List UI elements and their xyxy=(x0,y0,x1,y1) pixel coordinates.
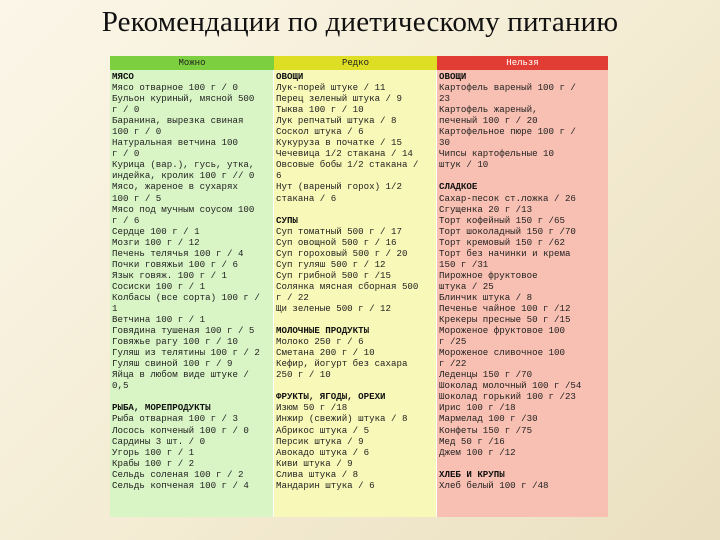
food-item: Изюм 50 г /18 xyxy=(276,402,348,414)
category-heading: СЛАДКОЕ xyxy=(439,181,478,193)
food-item: Торт шоколадный 150 г /70 xyxy=(439,225,576,237)
food-item xyxy=(276,204,434,215)
food-item: г / 6 xyxy=(112,214,140,226)
food-item: Овсовые бобы 1/2 стакана / xyxy=(276,159,419,171)
food-item: Курица (вар.), гусь, утка, xyxy=(112,159,255,171)
food-item: Хлеб белый 100 г /48 xyxy=(439,479,549,491)
food-item: Печень телячья 100 г / 4 xyxy=(112,247,244,259)
food-item: Пирожное фруктовое xyxy=(439,269,538,281)
food-item: Гуляш свиной 100 г / 9 xyxy=(112,358,233,370)
food-item: Конфеты 150 г /75 xyxy=(439,424,533,436)
food-item: г / 0 xyxy=(112,148,140,160)
food-item xyxy=(112,391,271,402)
food-item: 100 г / 5 xyxy=(112,192,162,204)
food-item: штук / 10 xyxy=(439,159,489,171)
food-item: г / 22 xyxy=(276,291,309,303)
food-item: Кефир, йогурт без сахара xyxy=(276,358,408,370)
food-item: Инжир (свежий) штука / 8 xyxy=(276,413,408,425)
category-heading: МЯСО xyxy=(112,71,134,82)
food-item: стакана / 6 xyxy=(276,192,337,204)
food-item: Крабы 100 г / 2 xyxy=(112,457,195,469)
food-item: Щи зеленые 500 г / 12 xyxy=(276,302,391,314)
food-item: Авокадо штука / 6 xyxy=(276,446,370,458)
food-item: г /22 xyxy=(439,358,467,370)
category-heading: ОВОЩИ xyxy=(439,71,467,82)
column-allowed xyxy=(110,70,274,517)
column-forbidden xyxy=(437,70,608,517)
food-item: Мороженое фруктовое 100 xyxy=(439,325,565,337)
food-item: Суп грибной 500 г /15 xyxy=(276,269,391,281)
header-rarely: Редко xyxy=(274,56,437,70)
food-item: Тыква 100 г / 10 xyxy=(276,104,364,116)
category-heading: РЫБА, МОРЕПРОДУКТЫ xyxy=(112,402,211,414)
food-item: Суп гороховый 500 г / 20 xyxy=(276,247,408,259)
food-item: Картофель жареный, xyxy=(439,104,538,116)
food-item: Слива штука / 8 xyxy=(276,468,359,480)
food-item: Торт без начинки и крема xyxy=(439,247,571,259)
food-item: Леденцы 150 г /70 xyxy=(439,369,533,381)
food-item: Соскол штука / 6 xyxy=(276,126,364,138)
food-item: Торт кофейный 150 г /65 xyxy=(439,214,565,226)
food-item: Картофель вареный 100 г / xyxy=(439,82,576,94)
food-item: Сгущенка 20 г /13 xyxy=(439,203,533,215)
food-item: Мясо под мучным соусом 100 xyxy=(112,203,255,215)
column-rarely xyxy=(274,70,437,517)
food-item: Бульон куриный, мясной 500 xyxy=(112,93,255,105)
food-item: Говяжье рагу 100 г / 10 xyxy=(112,336,238,348)
food-item: Яйца в любом виде штуке / xyxy=(112,369,249,381)
food-item: печеный 100 г / 20 xyxy=(439,115,538,127)
food-item: Мед 50 г /16 xyxy=(439,435,505,447)
food-item: Мороженое сливочное 100 xyxy=(439,347,565,359)
food-item: Лосось копченый 100 г / 0 xyxy=(112,424,249,436)
food-item: Сосиски 100 г / 1 xyxy=(112,280,206,292)
food-item: 6 xyxy=(276,170,282,182)
food-item: Мозги 100 г / 12 xyxy=(112,236,200,248)
food-item: Абрикос штука / 5 xyxy=(276,424,370,436)
food-item: Молоко 250 г / 6 xyxy=(276,336,364,348)
food-item: Сельдь соленая 100 г / 2 xyxy=(112,468,244,480)
food-item: 100 г / 0 xyxy=(112,126,162,138)
page-title: Рекомендации по диетическому питанию xyxy=(101,6,619,38)
food-item: Угорь 100 г / 1 xyxy=(112,446,195,458)
diet-table xyxy=(110,56,608,517)
food-item: Чечевица 1/2 стакана / 14 xyxy=(276,148,413,160)
food-item: г /25 xyxy=(439,336,467,348)
food-item: Колбасы (все сорта) 100 г / xyxy=(112,291,260,303)
food-item: 0,5 xyxy=(112,380,129,392)
food-item: Ветчина 100 г / 1 xyxy=(112,314,206,326)
food-item: Шоколад горький 100 г /23 xyxy=(439,391,576,403)
food-item xyxy=(439,458,606,469)
food-item: Киви штука / 9 xyxy=(276,457,353,469)
food-item: Сметана 200 г / 10 xyxy=(276,347,375,359)
food-item: Солянка мясная сборная 500 xyxy=(276,280,419,292)
header-allowed: Можно xyxy=(110,56,274,70)
food-item xyxy=(276,380,434,391)
food-item: Натуральная ветчина 100 xyxy=(112,137,238,149)
food-item: Нут (вареный горох) 1/2 xyxy=(276,181,402,193)
food-item: 23 xyxy=(439,93,450,105)
food-item: Блинчик штука / 8 xyxy=(439,291,533,303)
food-item: Лук-порей штуке / 11 xyxy=(276,82,386,94)
food-item: Чипсы картофельные 10 xyxy=(439,148,554,160)
food-item: Сахар-песок ст.ложка / 26 xyxy=(439,192,576,204)
category-heading: СУПЫ xyxy=(276,214,298,226)
food-item: Мясо отварное 100 г / 0 xyxy=(112,82,238,94)
food-item: Лук репчатый штука / 8 xyxy=(276,115,397,127)
food-item: Говядина тушеная 100 г / 5 xyxy=(112,325,255,337)
food-item: Ирис 100 г /18 xyxy=(439,402,516,414)
food-item: Мясо, жареное в сухарях xyxy=(112,181,238,193)
category-heading: МОЛОЧНЫЕ ПРОДУКТЫ xyxy=(276,325,370,337)
food-item: Суп овощной 500 г / 16 xyxy=(276,236,397,248)
food-item: индейка, кролик 100 г // 0 xyxy=(112,170,255,182)
food-item: Суп гуляш 500 г / 12 xyxy=(276,258,386,270)
food-item xyxy=(276,314,434,325)
food-item: Баранина, вырезка свиная xyxy=(112,115,244,127)
category-heading: ХЛЕБ И КРУПЫ xyxy=(439,468,505,480)
food-item: штука / 25 xyxy=(439,280,494,292)
food-item: Джем 100 г /12 xyxy=(439,446,516,458)
food-item: Гуляш из телятины 100 г / 2 xyxy=(112,347,260,359)
food-item: Крекеры пресные 50 г /15 xyxy=(439,314,571,326)
food-item: 30 xyxy=(439,137,450,149)
food-item: Мармелад 100 г /30 xyxy=(439,413,538,425)
food-item: Кукуруза в початке / 15 xyxy=(276,137,402,149)
food-item: Персик штука / 9 xyxy=(276,435,364,447)
food-item: Сельдь копченая 100 г / 4 xyxy=(112,479,249,491)
food-item: 150 г /31 xyxy=(439,258,489,270)
food-item: Суп томатный 500 г / 17 xyxy=(276,225,402,237)
food-item: Язык говяж. 100 г / 1 xyxy=(112,269,227,281)
category-heading: ФРУКТЫ, ЯГОДЫ, ОРЕХИ xyxy=(276,391,386,403)
food-item xyxy=(439,170,606,181)
food-item: Рыба отварная 100 г / 3 xyxy=(112,413,238,425)
food-item: 1 xyxy=(112,302,118,314)
food-item: г / 0 xyxy=(112,104,140,116)
food-item: Сардины 3 шт. / 0 xyxy=(112,435,206,447)
food-item: Картофельное пюре 100 г / xyxy=(439,126,576,138)
food-item: Почки говяжьи 100 г / 6 xyxy=(112,258,238,270)
food-item: 250 г / 10 xyxy=(276,369,331,381)
food-item: Перец зеленый штука / 9 xyxy=(276,93,402,105)
category-heading: ОВОЩИ xyxy=(276,71,304,82)
header-forbidden: Нельзя xyxy=(437,56,608,70)
food-item: Сердце 100 г / 1 xyxy=(112,225,200,237)
food-item: Мандарин штука / 6 xyxy=(276,479,375,491)
food-item: Торт кремовый 150 г /62 xyxy=(439,236,565,248)
food-item: Печенье чайное 100 г /12 xyxy=(439,302,571,314)
food-item: Шоколад молочный 100 г /54 xyxy=(439,380,582,392)
